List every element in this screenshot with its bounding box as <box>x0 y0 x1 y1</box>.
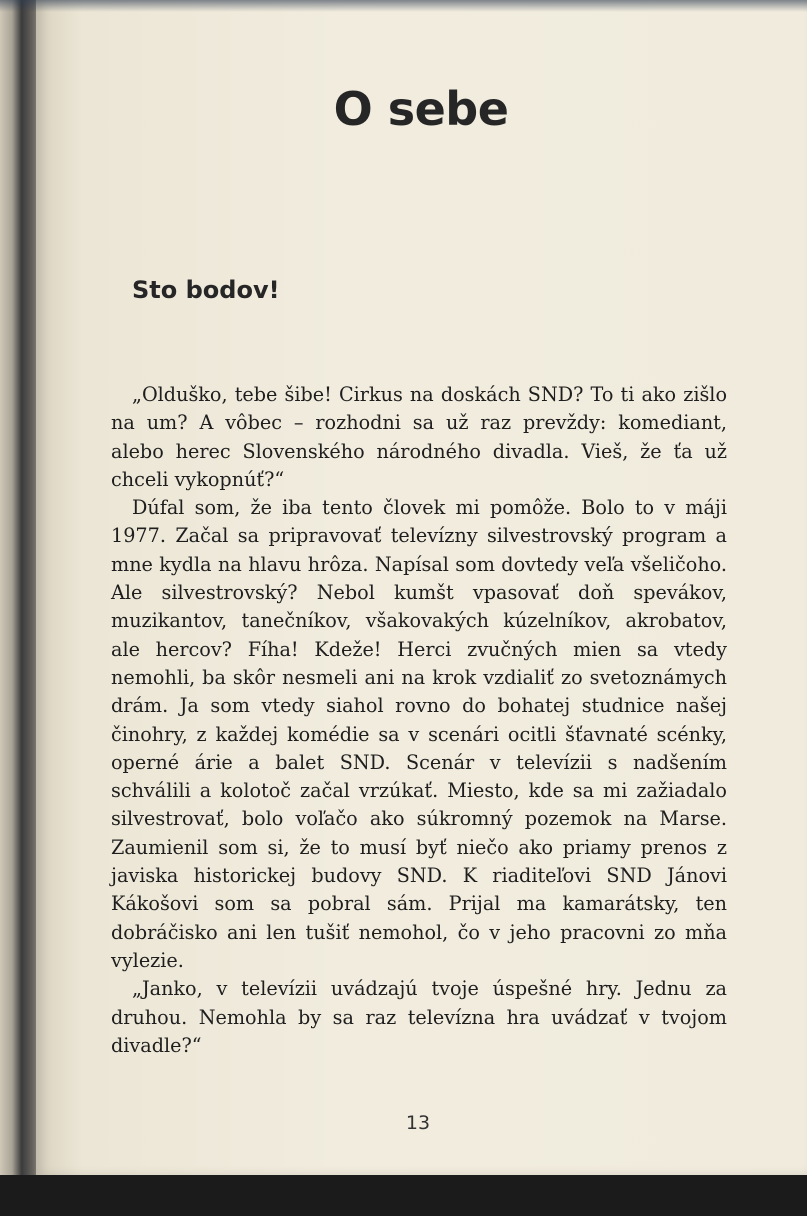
body-text <box>111 381 727 1060</box>
scan-top-shadow <box>0 0 807 12</box>
paragraph: Dúfal som, že iba tento človek mi pomôže. Bolo to v máji 1977. Začal sa pripravovať televízny silvestrovský program a mne kydla na hlavu hrôza. Napísal som dovtedy veľa všeličoho. Ale silvestrovský? Nebol kumšt vpasovať doň spevákov, muzikantov, tanečníkov, všakovakých kúzelníkov, akrobatov, ale hercov? Fíha! Kdeže! Herci zvučných mien sa vtedy nemohli, ba skôr nesmeli ani na krok vzdialiť zo svetoznámych drám. Ja som vtedy siahol rovno do bohatej studnice našej činohry, z každej komédie sa v scenári ocitli šťavnaté scénky, operné árie a balet SND. Scenár v televízii s nadšením schválili a kolotoč začal vrzúkať. Miesto, kde sa mi zažiadalo silvestrovať, bolo voľačo ako súkromný pozemok na Marse. Zaumienil som si, že to musí byť niečo ako priamy prenos z javiska historickej budovy SND. K riaditeľovi SND Jánovi Kákošovi som sa pobral sám. Prijal ma kamarátsky, ten dobráčisko ani len tušiť nemohol, čo v jeho pracovni zo mňa vylezie. <box>111 496 727 972</box>
chapter-title: O sebe <box>333 82 509 136</box>
page-number: 13 <box>405 1112 431 1134</box>
section-title: Sto bodov! <box>132 276 280 304</box>
paragraph: „Janko, v televízii uvádzajú tvoje úspešné hry. Jednu za druhou. Nemohla by sa raz televízna hra uvádzať v tvojom divadle?“ <box>111 977 727 1057</box>
paragraph: „Olduško, tebe šibe! Cirkus na doskách SND? To ti ako zišlo na um? A vôbec – rozhodni sa už raz prevždy: komediant, alebo herec Slovenského národného divadla. Vieš, že ťa už chceli vykopnúť?“ <box>111 383 727 491</box>
scan-bottom-edge <box>0 1175 807 1216</box>
